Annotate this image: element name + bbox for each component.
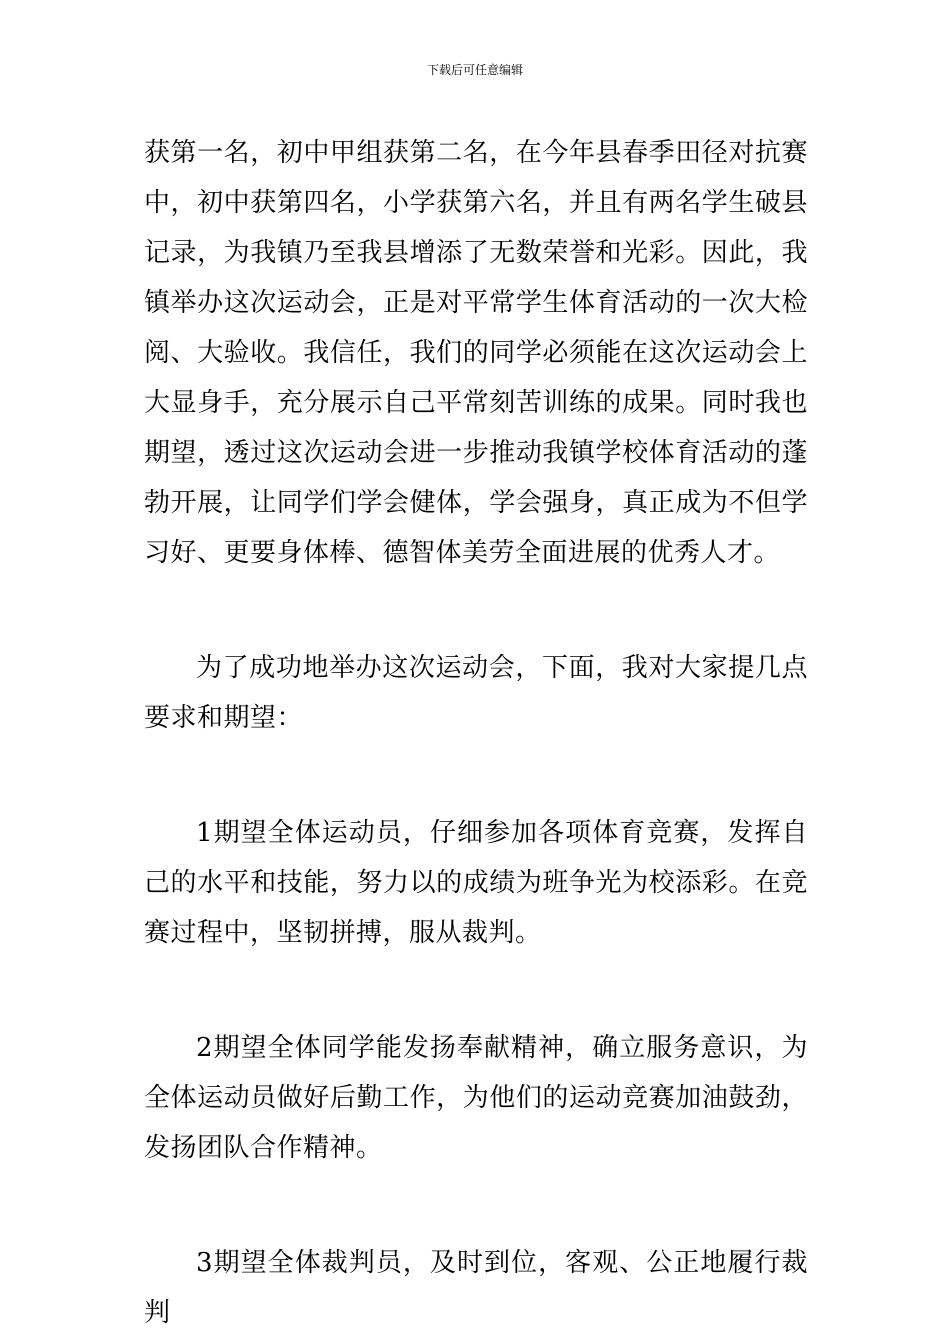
paragraph-gap bbox=[144, 578, 808, 643]
paragraph-item-1: 1期望全体运动员，仔细参加各项体育竞赛，发挥自己的水平和技能，努力以的成绩为班争光为校添彩。在竞赛过程中，坚韧拼搏，服从裁判。 bbox=[144, 818, 808, 948]
page-header: 下载后可任意编辑 bbox=[426, 63, 523, 77]
paragraph-gap bbox=[144, 958, 808, 1023]
paragraph-item-2: 2期望全体同学能发扬奉献精神，确立服务意识，为全体运动员做好后勤工作，为他们的运动竞赛加油鼓劲，发扬团队合作精神。 bbox=[144, 1033, 808, 1163]
paragraph-item-3: 3期望全体裁判员，及时到位，客观、公正地履行裁判 bbox=[144, 1248, 808, 1328]
paragraph-continued: 获第一名，初中甲组获第二名，在今年县春季田径对抗赛中，初中获第四名，小学获第六名，并且有两名学生破县记录，为我镇乃至我县增添了无数荣誉和光彩。因此，我镇举办这次运动会，正是对平常学生体育活动的一次大检阅、大验收。我信任，我们的同学必须能在这次运动会上大显身手，充分展示自己平常刻苦训练的成果。同时我也期望，透过这次运动会进一步推动我镇学校体育活动的蓬勃开展，让同学们学会健体，学会强身，真正成为不但学习好、更要身体棒、德智体美劳全面进展的优秀人才。 bbox=[144, 138, 808, 568]
paragraph-gap bbox=[144, 1173, 808, 1238]
paragraph-intro-requirements: 为了成功地举办这次运动会，下面，我对大家提几点要求和期望： bbox=[144, 653, 808, 733]
paragraph-gap bbox=[144, 743, 808, 808]
document-body bbox=[144, 128, 808, 1338]
